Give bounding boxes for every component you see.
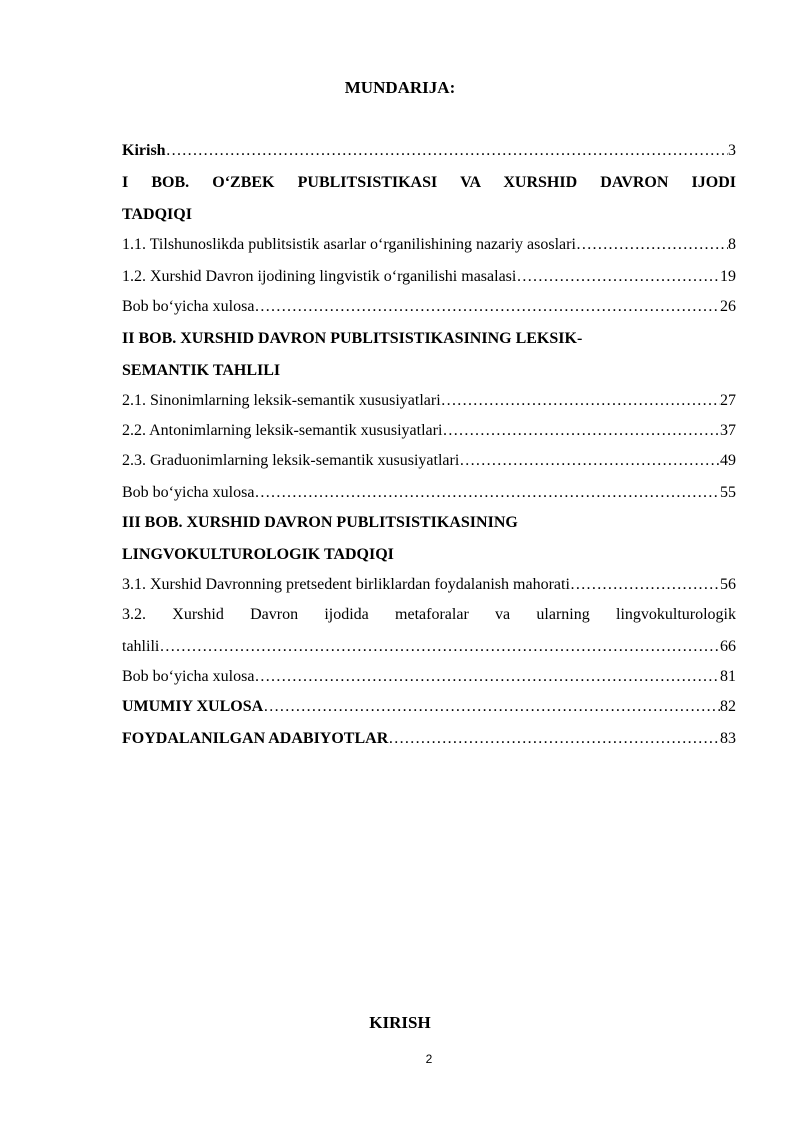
toc-heading: MUNDARIJA: — [344, 78, 456, 97]
toc-entry — [122, 174, 736, 196]
toc-entry-label: 2.3. Graduonimlarning leksik-semantik xususiyatlari — [122, 452, 460, 469]
toc-entry-label: FOYDALANILGAN ADABIYOTLAR — [122, 730, 389, 747]
toc-entry-label: I BOB. O‘ZBEK PUBLITSISTIKASI VA XURSHID DAVRON IJODI — [122, 174, 736, 191]
dot-leader — [388, 730, 720, 748]
toc-entry-page: 49 — [720, 452, 736, 469]
toc-entry — [122, 330, 736, 352]
toc-entry-page: 37 — [720, 422, 736, 439]
toc-entry-label: Bob bo‘yicha xulosa — [122, 668, 255, 685]
dot-leader — [263, 698, 720, 716]
toc-entry — [122, 606, 736, 628]
toc-entry — [122, 638, 736, 660]
toc-entry — [122, 236, 736, 258]
toc-entry-label: 2.1. Sinonimlarning leksik-semantik xususiyatlari — [122, 392, 441, 409]
toc-entry — [122, 452, 736, 474]
toc-entry — [122, 362, 736, 384]
toc-entry-label: UMUMIY XULOSA — [122, 698, 264, 715]
toc-entry-label: III BOB. XURSHID DAVRON PUBLITSISTIKASINING — [122, 514, 518, 531]
toc-entry-label: tahlili — [122, 638, 160, 655]
toc-entry — [122, 298, 736, 320]
toc-entry-page: 81 — [720, 668, 736, 685]
toc-entry-label: TADQIQI — [122, 206, 192, 223]
toc-entry-label: II BOB. XURSHID DAVRON PUBLITSISTIKASINING LEKSIK- — [122, 330, 583, 347]
toc-entry-page: 8 — [728, 236, 736, 253]
toc-entry — [122, 422, 736, 444]
toc-entry-label: 1.2. Xurshid Davron ijodining lingvistik o‘rganilishi masalasi — [122, 268, 517, 285]
toc-entry — [122, 576, 736, 598]
toc-entry — [122, 206, 736, 228]
toc-entry-page: 19 — [720, 268, 736, 285]
toc-entry — [122, 698, 736, 720]
toc-entry-label: 3.2. Xurshid Davron ijodida metaforalar va ularning lingvokulturologik — [122, 606, 736, 623]
toc-entry — [122, 392, 736, 414]
toc-entry — [122, 546, 736, 568]
toc-entry-page: 55 — [720, 484, 736, 501]
dot-leader — [459, 452, 720, 470]
toc-entry-label: 3.1. Xurshid Davronning pretsedent birliklardan foydalanish mahorati — [122, 576, 570, 593]
toc-entry-page: 27 — [720, 392, 736, 409]
dot-leader — [441, 392, 720, 410]
toc-entry — [122, 514, 736, 536]
dot-leader — [159, 638, 720, 656]
toc-entry-label: 2.2. Antonimlarning leksik-semantik xususiyatlari — [122, 422, 443, 439]
toc-entry — [122, 142, 736, 164]
dot-leader — [576, 236, 728, 254]
toc-entry-page: 83 — [720, 730, 736, 747]
dot-leader — [254, 668, 720, 686]
toc-entry — [122, 484, 736, 506]
toc-entry-label: 1.1. Tilshunoslikda publitsistik asarlar o‘rganilishining nazariy asoslari — [122, 236, 576, 253]
page-number: 2 — [425, 1052, 433, 1066]
dot-leader — [254, 484, 720, 502]
toc-entry-label: Kirish — [122, 142, 166, 159]
toc-entry-page: 3 — [728, 142, 736, 159]
toc-entry — [122, 730, 736, 752]
toc-entry-page: 56 — [720, 576, 736, 593]
toc-entry-page: 66 — [720, 638, 736, 655]
toc-entry — [122, 668, 736, 690]
toc-entry-label: SEMANTIK TAHLILI — [122, 362, 281, 379]
toc-entry-label: Bob bo‘yicha xulosa — [122, 484, 255, 501]
toc-entry-page: 82 — [720, 698, 736, 715]
toc-entry-page: 26 — [720, 298, 736, 315]
dot-leader — [516, 268, 720, 286]
toc-entry-label: Bob bo‘yicha xulosa — [122, 298, 255, 315]
toc-entry-label: LINGVOKULTUROLOGIK TADQIQI — [122, 546, 394, 563]
dot-leader — [442, 422, 720, 440]
dot-leader — [570, 576, 720, 594]
dot-leader — [166, 142, 728, 160]
section-heading-kirish: KIRISH — [369, 1013, 431, 1032]
dot-leader — [254, 298, 720, 316]
toc-entry — [122, 268, 736, 290]
